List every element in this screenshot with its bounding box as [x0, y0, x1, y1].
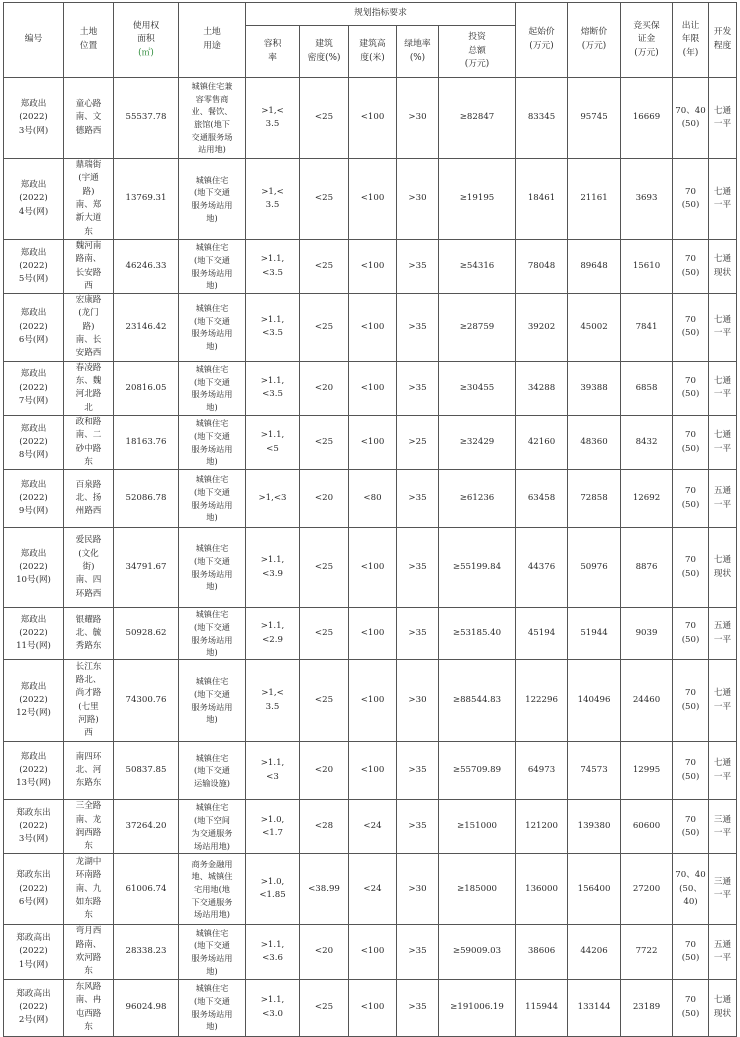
- cell-area: 13769.31: [114, 159, 179, 240]
- cell-location: 宏康路 (龙门 路) 南、长 安路西: [64, 294, 114, 362]
- header-row-1: [4, 3, 737, 26]
- cell-density: <20: [300, 470, 349, 528]
- cell-location: 春凌路 东、魏 河北路 北: [64, 361, 114, 415]
- cell-usage: 商务金融用 地、城镇住 宅用地(地 下交通服务 场站用地): [179, 854, 246, 925]
- header-investment: 投资 总额 (万元): [439, 26, 516, 78]
- cell-green: >35: [397, 925, 439, 979]
- cell-deposit: 60600: [621, 800, 673, 854]
- cell-investment: ≥61236: [439, 470, 516, 528]
- cell-far: >1.1, <3.0: [246, 979, 300, 1036]
- cell-usage: 城镇住宅兼 容零售商 业、餐饮、 旅馆(地下 交通服务场 站用地): [179, 78, 246, 159]
- cell-id: 郑政出 (2022) 3号(网): [4, 78, 64, 159]
- table-row: [4, 800, 737, 854]
- cell-id: 郑政高出 (2022) 1号(网): [4, 925, 64, 979]
- cell-deposit: 8876: [621, 528, 673, 608]
- cell-area: 50928.62: [114, 608, 179, 660]
- cell-usage: 城镇住宅 (地下交通 服务场站用 地): [179, 415, 246, 469]
- cell-location: 鼎瑞街 (宇通 路) 南、郑 新大道 东: [64, 159, 114, 240]
- cell-density: <25: [300, 979, 349, 1036]
- cell-final-price: 51944: [568, 608, 621, 660]
- cell-density: <25: [300, 159, 349, 240]
- cell-final-price: 156400: [568, 854, 621, 925]
- cell-deposit: 23189: [621, 979, 673, 1036]
- cell-deposit: 9039: [621, 608, 673, 660]
- header-area: [114, 3, 179, 78]
- cell-height: <100: [349, 78, 397, 159]
- cell-usage: 城镇住宅 (地下交通 服务场站用 地): [179, 979, 246, 1036]
- cell-start-price: 83345: [516, 78, 568, 159]
- cell-usage: 城镇住宅 (地下交通 服务场站用 地): [179, 294, 246, 362]
- cell-id: 郑政出 (2022) 12号(网): [4, 660, 64, 742]
- cell-final-price: 50976: [568, 528, 621, 608]
- cell-investment: ≥54316: [439, 239, 516, 293]
- cell-term: 70 (50): [673, 925, 709, 979]
- cell-final-price: 72858: [568, 470, 621, 528]
- cell-dev: 五通 一平: [709, 925, 737, 979]
- cell-id: 郑政出 (2022) 7号(网): [4, 361, 64, 415]
- table-row: [4, 660, 737, 742]
- table-row: [4, 854, 737, 925]
- cell-usage: 城镇住宅 (地下交通 服务场站用 地): [179, 159, 246, 240]
- cell-height: <100: [349, 294, 397, 362]
- cell-height: <100: [349, 660, 397, 742]
- cell-dev: 七通 一平: [709, 78, 737, 159]
- table-row: [4, 361, 737, 415]
- cell-id: 郑政出 (2022) 4号(网): [4, 159, 64, 240]
- cell-start-price: 45194: [516, 608, 568, 660]
- cell-id: 郑政出 (2022) 9号(网): [4, 470, 64, 528]
- cell-final-price: 140496: [568, 660, 621, 742]
- cell-density: <20: [300, 925, 349, 979]
- cell-dev: 五通 一平: [709, 470, 737, 528]
- cell-start-price: 64973: [516, 742, 568, 800]
- header-id: 编号: [4, 3, 64, 78]
- land-auction-table: [3, 2, 737, 1037]
- cell-start-price: 115944: [516, 979, 568, 1036]
- header-area-unit: (㎡): [138, 47, 154, 58]
- cell-investment: ≥32429: [439, 415, 516, 469]
- cell-height: <100: [349, 925, 397, 979]
- cell-far: >1.1, <3.9: [246, 528, 300, 608]
- cell-height: <24: [349, 854, 397, 925]
- header-term: 出让 年限 (年): [673, 3, 709, 78]
- table-row: [4, 239, 737, 293]
- cell-location: 政和路 南、二 砂中路 东: [64, 415, 114, 469]
- cell-investment: ≥19195: [439, 159, 516, 240]
- header-final-price: 熔断价 (万元): [568, 3, 621, 78]
- cell-green: >30: [397, 854, 439, 925]
- cell-term: 70 (50): [673, 415, 709, 469]
- header-area-label: 使用权 面积: [132, 20, 160, 45]
- cell-location: 长江东 路北、 尚才路 (七里 河路) 西: [64, 660, 114, 742]
- header-start-price: 起始价 (万元): [516, 3, 568, 78]
- cell-dev: 五通 一平: [709, 608, 737, 660]
- cell-deposit: 3693: [621, 159, 673, 240]
- cell-area: 96024.98: [114, 979, 179, 1036]
- cell-location: 银耀路 北、毓 秀路东: [64, 608, 114, 660]
- cell-green: >35: [397, 294, 439, 362]
- cell-start-price: 122296: [516, 660, 568, 742]
- cell-far: >1.1, <3: [246, 742, 300, 800]
- cell-height: <100: [349, 528, 397, 608]
- cell-location: 爱民路 (文化 街) 南、四 环路西: [64, 528, 114, 608]
- cell-location: 龙湖中 环南路 南、九 如东路 东: [64, 854, 114, 925]
- cell-green: >35: [397, 979, 439, 1036]
- cell-investment: ≥30455: [439, 361, 516, 415]
- cell-height: <100: [349, 608, 397, 660]
- cell-green: >35: [397, 361, 439, 415]
- cell-term: 70 (50): [673, 742, 709, 800]
- table-row: [4, 742, 737, 800]
- cell-location: 南四环 北、河 东路东: [64, 742, 114, 800]
- cell-investment: ≥55199.84: [439, 528, 516, 608]
- cell-dev: 三通 一平: [709, 854, 737, 925]
- cell-height: <24: [349, 800, 397, 854]
- header-density: 建筑 密度(%): [300, 26, 349, 78]
- table-row: [4, 159, 737, 240]
- cell-density: <38.99: [300, 854, 349, 925]
- cell-term: 70 (50): [673, 361, 709, 415]
- cell-far: >1,<3: [246, 470, 300, 528]
- cell-dev: 七通 一平: [709, 294, 737, 362]
- cell-id: 郑政出 (2022) 8号(网): [4, 415, 64, 469]
- cell-term: 70 (50): [673, 800, 709, 854]
- cell-term: 70、40 (50): [673, 78, 709, 159]
- cell-deposit: 7841: [621, 294, 673, 362]
- cell-location: 弯月西 路南、 欢河路 东: [64, 925, 114, 979]
- cell-location: 百泉路 北、扬 州路西: [64, 470, 114, 528]
- cell-far: >1.1, <5: [246, 415, 300, 469]
- cell-density: <20: [300, 361, 349, 415]
- cell-usage: 城镇住宅 (地下交通 服务场站用 地): [179, 528, 246, 608]
- cell-density: <25: [300, 660, 349, 742]
- cell-usage: 城镇住宅 (地下交通 服务场站用 地): [179, 361, 246, 415]
- cell-green: >30: [397, 660, 439, 742]
- cell-far: >1,< 3.5: [246, 159, 300, 240]
- cell-id: 郑政高出 (2022) 2号(网): [4, 979, 64, 1036]
- cell-term: 70、40 (50、 40): [673, 854, 709, 925]
- cell-start-price: 121200: [516, 800, 568, 854]
- cell-dev: 七通 一平: [709, 415, 737, 469]
- cell-density: <20: [300, 742, 349, 800]
- cell-deposit: 16669: [621, 78, 673, 159]
- cell-usage: 城镇住宅 (地下交通 服务场站用 地): [179, 239, 246, 293]
- cell-id: 郑政东出 (2022) 3号(网): [4, 800, 64, 854]
- cell-id: 郑政出 (2022) 13号(网): [4, 742, 64, 800]
- cell-area: 55537.78: [114, 78, 179, 159]
- cell-green: >30: [397, 159, 439, 240]
- cell-density: <25: [300, 239, 349, 293]
- cell-usage: 城镇住宅 (地下交通 服务场站用 地): [179, 660, 246, 742]
- cell-location: 童心路 南、文 德路西: [64, 78, 114, 159]
- cell-start-price: 78048: [516, 239, 568, 293]
- cell-area: 52086.78: [114, 470, 179, 528]
- cell-investment: ≥151000: [439, 800, 516, 854]
- cell-density: <25: [300, 78, 349, 159]
- cell-term: 70 (50): [673, 239, 709, 293]
- cell-usage: 城镇住宅 (地下空间 为交通服务 场站用地): [179, 800, 246, 854]
- cell-term: 70 (50): [673, 159, 709, 240]
- cell-location: 魏河南 路南、 长安路 西: [64, 239, 114, 293]
- header-deposit: 竞买保 证金 (万元): [621, 3, 673, 78]
- cell-deposit: 15610: [621, 239, 673, 293]
- cell-location: 东风路 南、冉 屯西路 东: [64, 979, 114, 1036]
- table-row: [4, 415, 737, 469]
- cell-height: <100: [349, 239, 397, 293]
- cell-far: >1.1, <3.5: [246, 294, 300, 362]
- cell-area: 37264.20: [114, 800, 179, 854]
- cell-height: <100: [349, 415, 397, 469]
- cell-deposit: 6858: [621, 361, 673, 415]
- cell-term: 70 (50): [673, 294, 709, 362]
- table-row: [4, 470, 737, 528]
- cell-term: 70 (50): [673, 660, 709, 742]
- cell-dev: 七通 一平: [709, 159, 737, 240]
- cell-far: >1.1, <3.6: [246, 925, 300, 979]
- cell-area: 34791.67: [114, 528, 179, 608]
- cell-investment: ≥59009.03: [439, 925, 516, 979]
- cell-final-price: 89648: [568, 239, 621, 293]
- cell-term: 70 (50): [673, 979, 709, 1036]
- header-green: 绿地率 (%): [397, 26, 439, 78]
- cell-area: 28338.23: [114, 925, 179, 979]
- cell-density: <25: [300, 294, 349, 362]
- cell-far: >1.1, <3.5: [246, 361, 300, 415]
- cell-far: >1,< 3.5: [246, 78, 300, 159]
- cell-investment: ≥55709.89: [439, 742, 516, 800]
- cell-dev: 七通 一平: [709, 660, 737, 742]
- table-row: [4, 979, 737, 1036]
- cell-area: 20816.05: [114, 361, 179, 415]
- cell-green: >25: [397, 415, 439, 469]
- cell-dev: 三通 一平: [709, 800, 737, 854]
- cell-area: 23146.42: [114, 294, 179, 362]
- cell-deposit: 8432: [621, 415, 673, 469]
- cell-deposit: 12995: [621, 742, 673, 800]
- cell-investment: ≥191006.19: [439, 979, 516, 1036]
- header-height: 建筑高 度(米): [349, 26, 397, 78]
- cell-start-price: 38606: [516, 925, 568, 979]
- cell-green: >35: [397, 800, 439, 854]
- cell-density: <25: [300, 608, 349, 660]
- cell-term: 70 (50): [673, 470, 709, 528]
- cell-final-price: 21161: [568, 159, 621, 240]
- cell-final-price: 48360: [568, 415, 621, 469]
- header-location: 土地 位置: [64, 3, 114, 78]
- cell-dev: 七通 一平: [709, 742, 737, 800]
- cell-id: 郑政出 (2022) 10号(网): [4, 528, 64, 608]
- cell-area: 46246.33: [114, 239, 179, 293]
- cell-far: >1.0, <1.85: [246, 854, 300, 925]
- cell-far: >1.0, <1.7: [246, 800, 300, 854]
- cell-green: >35: [397, 742, 439, 800]
- cell-id: 郑政出 (2022) 5号(网): [4, 239, 64, 293]
- cell-green: >35: [397, 239, 439, 293]
- cell-height: <80: [349, 470, 397, 528]
- cell-start-price: 63458: [516, 470, 568, 528]
- table-row: [4, 925, 737, 979]
- cell-deposit: 12692: [621, 470, 673, 528]
- table-row: [4, 528, 737, 608]
- cell-id: 郑政出 (2022) 11号(网): [4, 608, 64, 660]
- cell-final-price: 39388: [568, 361, 621, 415]
- cell-green: >30: [397, 78, 439, 159]
- cell-deposit: 27200: [621, 854, 673, 925]
- cell-far: >1.1, <3.5: [246, 239, 300, 293]
- cell-final-price: 95745: [568, 78, 621, 159]
- cell-id: 郑政东出 (2022) 6号(网): [4, 854, 64, 925]
- cell-density: <25: [300, 528, 349, 608]
- table-row: [4, 78, 737, 159]
- cell-density: <28: [300, 800, 349, 854]
- cell-final-price: 139380: [568, 800, 621, 854]
- cell-final-price: 74573: [568, 742, 621, 800]
- cell-green: >35: [397, 528, 439, 608]
- cell-area: 18163.76: [114, 415, 179, 469]
- header-far: 容积 率: [246, 26, 300, 78]
- cell-investment: ≥88544.83: [439, 660, 516, 742]
- cell-usage: 城镇住宅 (地下交通 服务场站用 地): [179, 925, 246, 979]
- cell-location: 三全路 南、龙 润西路 东: [64, 800, 114, 854]
- cell-dev: 七通 现状: [709, 528, 737, 608]
- cell-height: <100: [349, 742, 397, 800]
- table-row: [4, 608, 737, 660]
- cell-start-price: 39202: [516, 294, 568, 362]
- cell-dev: 七通 现状: [709, 979, 737, 1036]
- cell-start-price: 34288: [516, 361, 568, 415]
- table-body: [4, 78, 737, 1037]
- header-usage: 土地 用途: [179, 3, 246, 78]
- cell-green: >35: [397, 470, 439, 528]
- cell-dev: 七通 一平: [709, 361, 737, 415]
- cell-term: 70 (50): [673, 528, 709, 608]
- cell-green: >35: [397, 608, 439, 660]
- cell-far: >1.1, <2.9: [246, 608, 300, 660]
- cell-id: 郑政出 (2022) 6号(网): [4, 294, 64, 362]
- cell-deposit: 7722: [621, 925, 673, 979]
- cell-area: 50837.85: [114, 742, 179, 800]
- cell-investment: ≥53185.40: [439, 608, 516, 660]
- cell-final-price: 44206: [568, 925, 621, 979]
- cell-term: 70 (50): [673, 608, 709, 660]
- cell-start-price: 42160: [516, 415, 568, 469]
- cell-start-price: 44376: [516, 528, 568, 608]
- cell-area: 61006.74: [114, 854, 179, 925]
- cell-height: <100: [349, 159, 397, 240]
- cell-height: <100: [349, 979, 397, 1036]
- cell-final-price: 133144: [568, 979, 621, 1036]
- header-dev: 开发 程度: [709, 3, 737, 78]
- cell-far: >1,< 3.5: [246, 660, 300, 742]
- cell-usage: 城镇住宅 (地下交通 服务场站用 地): [179, 608, 246, 660]
- cell-deposit: 24460: [621, 660, 673, 742]
- cell-start-price: 136000: [516, 854, 568, 925]
- cell-area: 74300.76: [114, 660, 179, 742]
- cell-final-price: 45002: [568, 294, 621, 362]
- cell-investment: ≥82847: [439, 78, 516, 159]
- table-row: [4, 294, 737, 362]
- cell-investment: ≥28759: [439, 294, 516, 362]
- cell-height: <100: [349, 361, 397, 415]
- cell-density: <25: [300, 415, 349, 469]
- cell-investment: ≥185000: [439, 854, 516, 925]
- header-planning-group: 规划指标要求: [246, 3, 516, 26]
- cell-dev: 七通 现状: [709, 239, 737, 293]
- cell-usage: 城镇住宅 (地下交通 运输设施): [179, 742, 246, 800]
- cell-usage: 城镇住宅 (地下交通 服务场站用 地): [179, 470, 246, 528]
- cell-start-price: 18461: [516, 159, 568, 240]
